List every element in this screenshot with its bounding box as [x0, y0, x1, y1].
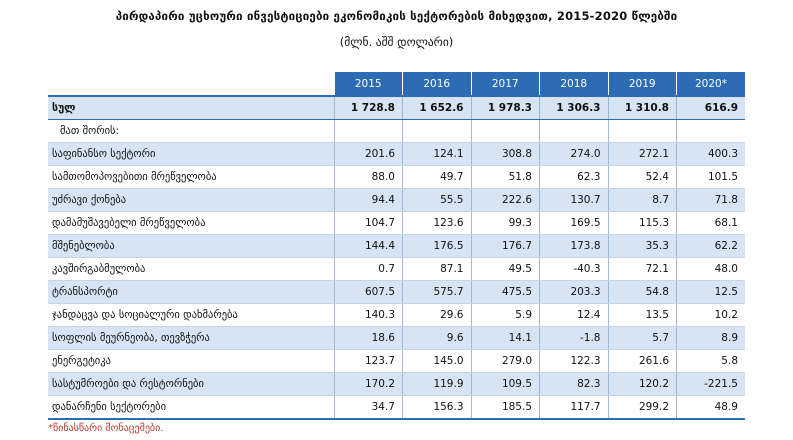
- table-row: [48, 350, 745, 373]
- sector-label: ჯანდაცვა და სოციალური დახმარება: [48, 304, 334, 327]
- value-cell: 13.5: [608, 304, 677, 327]
- value-cell: 34.7: [334, 396, 403, 420]
- empty-cell: [334, 120, 403, 143]
- value-cell: 94.4: [334, 189, 403, 212]
- value-cell: 101.5: [677, 166, 746, 189]
- value-cell: 123.6: [403, 212, 472, 235]
- total-value: 1 728.8: [334, 96, 403, 120]
- value-cell: 35.3: [608, 235, 677, 258]
- value-cell: 261.6: [608, 350, 677, 373]
- fdi-table: [48, 72, 745, 420]
- value-cell: 104.7: [334, 212, 403, 235]
- empty-cell: [540, 120, 609, 143]
- value-cell: 169.5: [540, 212, 609, 235]
- sector-label: დამამუშავებელი მრეწველობა: [48, 212, 334, 235]
- sector-label: კავშირგაბმულობა: [48, 258, 334, 281]
- value-cell: 607.5: [334, 281, 403, 304]
- value-cell: 0.7: [334, 258, 403, 281]
- value-cell: 140.3: [334, 304, 403, 327]
- year-header: 2017: [471, 72, 540, 96]
- table-row: [48, 166, 745, 189]
- value-cell: 88.0: [334, 166, 403, 189]
- value-cell: 274.0: [540, 143, 609, 166]
- sector-label: ტრანსპორტი: [48, 281, 334, 304]
- empty-cell: [471, 120, 540, 143]
- value-cell: 575.7: [403, 281, 472, 304]
- empty-cell: [403, 120, 472, 143]
- value-cell: 72.1: [608, 258, 677, 281]
- sector-label: დანარჩენი სექტორები: [48, 396, 334, 420]
- table-row: [48, 235, 745, 258]
- value-cell: 400.3: [677, 143, 746, 166]
- page-subtitle: (მლნ. აშშ დოლარი): [339, 35, 454, 49]
- total-value: 1 652.6: [403, 96, 472, 120]
- year-header: 2018: [540, 72, 609, 96]
- total-value: 616.9: [677, 96, 746, 120]
- value-cell: 29.6: [403, 304, 472, 327]
- value-cell: 9.6: [403, 327, 472, 350]
- value-cell: 48.9: [677, 396, 746, 420]
- empty-cell: [677, 120, 746, 143]
- table-row: [48, 373, 745, 396]
- value-cell: 123.7: [334, 350, 403, 373]
- total-value: 1 306.3: [540, 96, 609, 120]
- sector-label: სასტუმროები და რესტორნები: [48, 373, 334, 396]
- value-cell: 299.2: [608, 396, 677, 420]
- page-title: პირდაპირი უცხოური ინვესტიციები ეკონომიკის სექტორების მიხედვით, 2015-2020 წლებში: [115, 9, 678, 23]
- value-cell: 99.3: [471, 212, 540, 235]
- value-cell: 55.5: [403, 189, 472, 212]
- value-cell: 12.5: [677, 281, 746, 304]
- subheading-row: [48, 120, 745, 143]
- value-cell: 272.1: [608, 143, 677, 166]
- table-row: [48, 189, 745, 212]
- subheading-label: მათ შორის:: [48, 120, 334, 143]
- value-cell: 203.3: [540, 281, 609, 304]
- value-cell: 185.5: [471, 396, 540, 420]
- value-cell: 49.7: [403, 166, 472, 189]
- year-header: 2015: [334, 72, 403, 96]
- total-row: [48, 96, 745, 120]
- footnote: *წინასწარი მონაცემები.: [48, 423, 164, 434]
- table-row: [48, 396, 745, 420]
- value-cell: 54.8: [608, 281, 677, 304]
- value-cell: -40.3: [540, 258, 609, 281]
- value-cell: 82.3: [540, 373, 609, 396]
- value-cell: 49.5: [471, 258, 540, 281]
- value-cell: 130.7: [540, 189, 609, 212]
- table-row: [48, 281, 745, 304]
- sector-label: სამთომოპოვებითი მრეწველობა: [48, 166, 334, 189]
- value-cell: 12.4: [540, 304, 609, 327]
- sector-label: უძრავი ქონება: [48, 189, 334, 212]
- value-cell: 14.1: [471, 327, 540, 350]
- table-header: [48, 72, 745, 96]
- total-value: 1 310.8: [608, 96, 677, 120]
- sector-label: ენერგეტიკა: [48, 350, 334, 373]
- value-cell: -1.8: [540, 327, 609, 350]
- total-value: 1 978.3: [471, 96, 540, 120]
- empty-cell: [608, 120, 677, 143]
- value-cell: 87.1: [403, 258, 472, 281]
- value-cell: 475.5: [471, 281, 540, 304]
- year-header: 2019: [608, 72, 677, 96]
- value-cell: 115.3: [608, 212, 677, 235]
- value-cell: 117.7: [540, 396, 609, 420]
- value-cell: 170.2: [334, 373, 403, 396]
- sector-label: საფინანსო სექტორი: [48, 143, 334, 166]
- value-cell: 52.4: [608, 166, 677, 189]
- header-blank-cell: [48, 72, 334, 96]
- value-cell: 122.3: [540, 350, 609, 373]
- value-cell: 10.2: [677, 304, 746, 327]
- value-cell: 124.1: [403, 143, 472, 166]
- table-row: [48, 143, 745, 166]
- value-cell: 5.9: [471, 304, 540, 327]
- table-row: [48, 212, 745, 235]
- value-cell: 51.8: [471, 166, 540, 189]
- value-cell: 8.9: [677, 327, 746, 350]
- value-cell: 176.7: [471, 235, 540, 258]
- table-row: [48, 304, 745, 327]
- value-cell: 62.2: [677, 235, 746, 258]
- value-cell: 48.0: [677, 258, 746, 281]
- year-header: 2016: [403, 72, 472, 96]
- value-cell: 68.1: [677, 212, 746, 235]
- value-cell: 120.2: [608, 373, 677, 396]
- value-cell: 109.5: [471, 373, 540, 396]
- sector-label: მშენებლობა: [48, 235, 334, 258]
- value-cell: 5.8: [677, 350, 746, 373]
- value-cell: 222.6: [471, 189, 540, 212]
- table-body: [48, 96, 745, 419]
- value-cell: 5.7: [608, 327, 677, 350]
- value-cell: -221.5: [677, 373, 746, 396]
- sector-label: სოფლის მეურნეობა, თევზჭერა: [48, 327, 334, 350]
- table-row: [48, 258, 745, 281]
- value-cell: 201.6: [334, 143, 403, 166]
- value-cell: 144.4: [334, 235, 403, 258]
- value-cell: 156.3: [403, 396, 472, 420]
- value-cell: 176.5: [403, 235, 472, 258]
- value-cell: 308.8: [471, 143, 540, 166]
- value-cell: 173.8: [540, 235, 609, 258]
- value-cell: 71.8: [677, 189, 746, 212]
- table-row: [48, 327, 745, 350]
- value-cell: 8.7: [608, 189, 677, 212]
- total-label: სულ: [48, 96, 334, 120]
- value-cell: 145.0: [403, 350, 472, 373]
- value-cell: 18.6: [334, 327, 403, 350]
- value-cell: 119.9: [403, 373, 472, 396]
- value-cell: 279.0: [471, 350, 540, 373]
- year-header: 2020*: [677, 72, 746, 96]
- value-cell: 62.3: [540, 166, 609, 189]
